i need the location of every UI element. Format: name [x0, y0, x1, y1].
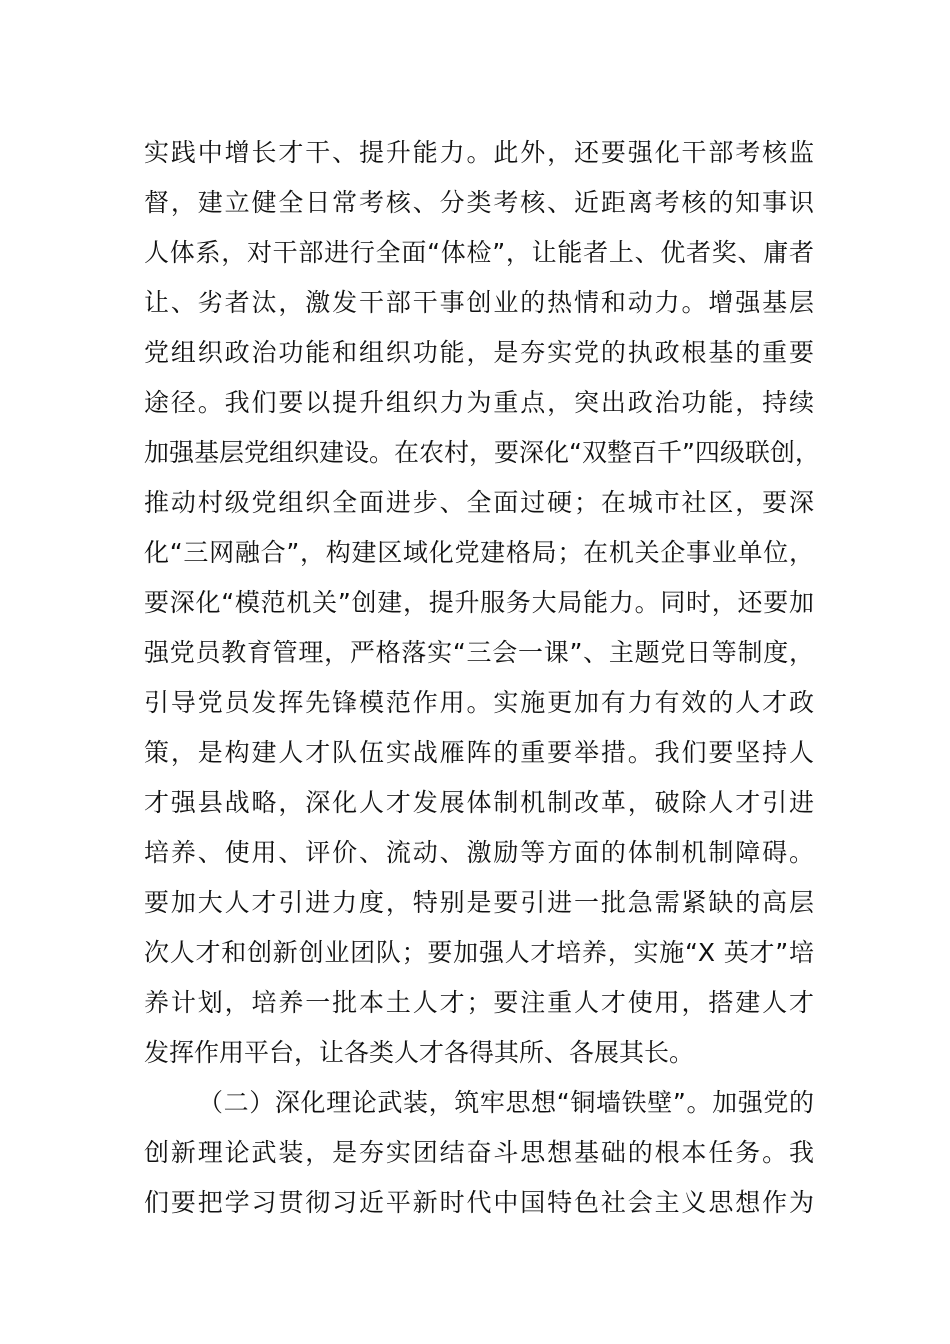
text-line: 要加大人才引进力度，特别是要引进一批急需紧缺的高层	[144, 888, 814, 917]
text-line: 推动村级党组织全面进步、全面过硬；在城市社区，要深	[144, 488, 814, 517]
text-line: 强党员教育管理，严格落实“三会一课”、主题党日等制度，	[144, 638, 814, 667]
text-line: 引导党员发挥先锋模范作用。实施更加有力有效的人才政	[144, 688, 814, 717]
text-line: 途径。我们要以提升组织力为重点，突出政治功能，持续	[144, 388, 814, 417]
text-line: 化“三网融合”，构建区域化党建格局；在机关企事业单位，	[144, 538, 814, 567]
text-line: 加强基层党组织建设。在农村，要深化“双整百千”四级联创，	[144, 438, 820, 467]
text-line: 党组织政治功能和组织功能，是夯实党的执政根基的重要	[144, 338, 814, 367]
document-body-text	[144, 128, 820, 1228]
text-line: 才强县战略，深化人才发展体制机制改革，破除人才引进	[144, 788, 814, 817]
text-line: 养计划，培养一批本土人才；要注重人才使用，搭建人才	[144, 988, 814, 1017]
section-heading-line: （二）深化理论武装，筑牢思想“铜墙铁壁”。加强党的	[198, 1088, 814, 1117]
text-line: 策，是构建人才队伍实战雁阵的重要举措。我们要坚持人	[144, 738, 814, 767]
text-line: 次人才和创新创业团队；要加强人才培养，实施“X 英才”培	[144, 938, 814, 967]
text-line: 人体系，对干部进行全面“体检”，让能者上、优者奖、庸者	[144, 238, 814, 267]
text-line: 督，建立健全日常考核、分类考核、近距离考核的知事识	[144, 188, 814, 217]
text-line: 要深化“模范机关”创建，提升服务大局能力。同时，还要加	[144, 588, 814, 617]
text-line: 让、劣者汰，激发干部干事创业的热情和动力。增强基层	[144, 288, 814, 317]
text-line: 创新理论武装，是夯实团结奋斗思想基础的根本任务。我	[144, 1138, 814, 1167]
text-line: 实践中增长才干、提升能力。此外，还要强化干部考核监	[144, 138, 814, 167]
text-line: 发挥作用平台，让各类人才各得其所、各展其长。	[144, 1038, 695, 1067]
text-line: 们要把学习贯彻习近平新时代中国特色社会主义思想作为	[144, 1188, 814, 1217]
text-line: 培养、使用、评价、流动、激励等方面的体制机制障碍。	[144, 838, 814, 867]
